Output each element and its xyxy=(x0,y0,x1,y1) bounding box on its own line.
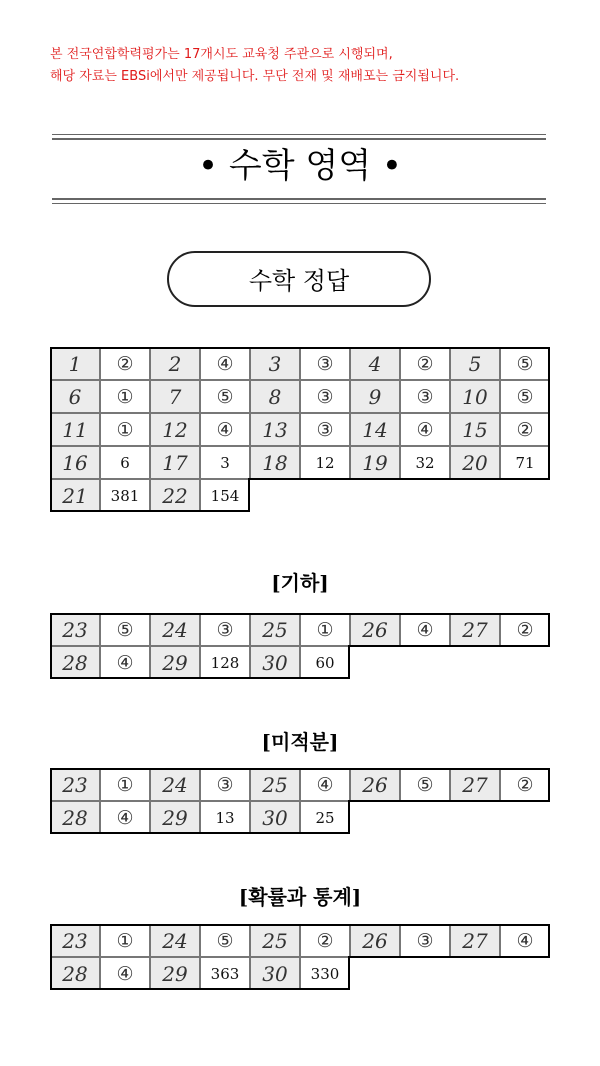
question-number: 26 xyxy=(350,924,400,957)
question-number: 6 xyxy=(50,380,100,413)
grid-outline-segment xyxy=(348,956,350,990)
page-title: • 수학 영역 • xyxy=(198,146,402,186)
question-number: 4 xyxy=(350,347,400,380)
answer-value: 32 xyxy=(400,446,450,479)
question-number: 25 xyxy=(250,613,300,646)
answer-value: ⑤ xyxy=(100,613,150,646)
section-title-probability: [확률과 통계] xyxy=(238,885,362,909)
answer-value: ① xyxy=(300,613,350,646)
notice-line-1: 본 전국연합학력평가는 17개시도 교육청 주관으로 시행되며, xyxy=(50,47,393,62)
answer-value: ② xyxy=(400,347,450,380)
grid-outline-segment xyxy=(350,800,550,802)
grid-outline-segment xyxy=(50,768,52,834)
answer-value: ② xyxy=(500,768,550,801)
question-number: 27 xyxy=(450,768,500,801)
answer-value: ③ xyxy=(200,613,250,646)
question-number: 10 xyxy=(450,380,500,413)
answer-value: ① xyxy=(100,768,150,801)
answer-value: ③ xyxy=(400,924,450,957)
question-number: 22 xyxy=(150,479,200,512)
answer-value: 3 xyxy=(200,446,250,479)
grid-outline-segment xyxy=(50,832,350,834)
question-number: 14 xyxy=(350,413,400,446)
answer-value: ④ xyxy=(100,957,150,990)
answer-value: ① xyxy=(100,924,150,957)
question-number: 11 xyxy=(50,413,100,446)
question-number: 15 xyxy=(450,413,500,446)
grid-outline-segment xyxy=(248,478,250,512)
grid-outline-segment xyxy=(348,800,350,834)
grid-outline-segment xyxy=(50,347,550,349)
answer-value: 154 xyxy=(200,479,250,512)
question-number: 26 xyxy=(350,613,400,646)
grid-outline-segment xyxy=(548,768,550,802)
question-number: 12 xyxy=(150,413,200,446)
answer-value: ④ xyxy=(500,924,550,957)
question-number: 23 xyxy=(50,768,100,801)
question-number: 19 xyxy=(350,446,400,479)
question-number: 1 xyxy=(50,347,100,380)
grid-outline-segment xyxy=(50,924,550,926)
question-number: 24 xyxy=(150,768,200,801)
grid-outline-segment xyxy=(548,347,550,480)
answer-value: ③ xyxy=(400,380,450,413)
answer-value: 25 xyxy=(300,801,350,834)
question-number: 29 xyxy=(150,801,200,834)
question-number: 28 xyxy=(50,646,100,679)
question-number: 2 xyxy=(150,347,200,380)
question-number: 30 xyxy=(250,957,300,990)
question-number: 27 xyxy=(450,924,500,957)
title-rule-top xyxy=(52,134,546,140)
grid-outline-segment xyxy=(350,645,550,647)
notice-line-2: 해당 자료는 EBSi에서만 제공됩니다. 무단 전재 및 재배포는 금지됩니다. xyxy=(50,69,460,84)
grid-outline-segment xyxy=(548,613,550,647)
answer-value: ② xyxy=(300,924,350,957)
grid-outline-segment xyxy=(50,677,350,679)
answer-value: ③ xyxy=(300,380,350,413)
question-number: 28 xyxy=(50,957,100,990)
answer-value: ⑤ xyxy=(200,924,250,957)
answer-value: 128 xyxy=(200,646,250,679)
question-number: 5 xyxy=(450,347,500,380)
answer-value: 363 xyxy=(200,957,250,990)
copyright-notice xyxy=(50,44,459,88)
question-number: 3 xyxy=(250,347,300,380)
grid-outline-segment xyxy=(250,478,550,480)
answer-value: ④ xyxy=(200,347,250,380)
question-number: 29 xyxy=(150,957,200,990)
section-title-geometry: [기하] xyxy=(271,571,329,595)
answer-value: 13 xyxy=(200,801,250,834)
question-number: 23 xyxy=(50,613,100,646)
answer-value: ④ xyxy=(200,413,250,446)
answer-value: ① xyxy=(100,380,150,413)
grid-outline-segment xyxy=(50,347,52,512)
question-number: 13 xyxy=(250,413,300,446)
question-number: 30 xyxy=(250,646,300,679)
question-number: 20 xyxy=(450,446,500,479)
answer-value: ③ xyxy=(300,347,350,380)
question-number: 17 xyxy=(150,446,200,479)
answer-value: ⑤ xyxy=(400,768,450,801)
grid-outline-segment xyxy=(50,924,52,990)
title-rule-bottom xyxy=(52,198,546,204)
answer-value: ④ xyxy=(400,613,450,646)
question-number: 27 xyxy=(450,613,500,646)
answer-value: ② xyxy=(500,613,550,646)
question-number: 9 xyxy=(350,380,400,413)
answer-value: ④ xyxy=(300,768,350,801)
answer-value: ⑤ xyxy=(200,380,250,413)
answer-value: ① xyxy=(100,413,150,446)
question-number: 18 xyxy=(250,446,300,479)
answer-value: ② xyxy=(100,347,150,380)
answer-value: 330 xyxy=(300,957,350,990)
answer-value: ④ xyxy=(400,413,450,446)
answer-key-badge: 수학 정답 xyxy=(167,251,431,307)
grid-outline-segment xyxy=(348,645,350,679)
answer-value: ③ xyxy=(200,768,250,801)
question-number: 26 xyxy=(350,768,400,801)
answer-value: ⑤ xyxy=(500,347,550,380)
question-number: 29 xyxy=(150,646,200,679)
question-number: 23 xyxy=(50,924,100,957)
question-number: 16 xyxy=(50,446,100,479)
question-number: 24 xyxy=(150,613,200,646)
question-number: 21 xyxy=(50,479,100,512)
question-number: 8 xyxy=(250,380,300,413)
question-number: 25 xyxy=(250,924,300,957)
question-number: 24 xyxy=(150,924,200,957)
grid-outline-segment xyxy=(50,768,550,770)
question-number: 25 xyxy=(250,768,300,801)
grid-outline-segment xyxy=(350,956,550,958)
grid-outline-segment xyxy=(50,613,52,679)
grid-outline-segment xyxy=(50,988,350,990)
question-number: 28 xyxy=(50,801,100,834)
grid-outline-segment xyxy=(50,613,550,615)
answer-value: ② xyxy=(500,413,550,446)
answer-value: 71 xyxy=(500,446,550,479)
grid-outline-segment xyxy=(50,510,250,512)
question-number: 7 xyxy=(150,380,200,413)
answer-value: ④ xyxy=(100,646,150,679)
answer-value: ④ xyxy=(100,801,150,834)
section-title-calculus: [미적분] xyxy=(261,730,339,754)
answer-value: 12 xyxy=(300,446,350,479)
answer-value: ⑤ xyxy=(500,380,550,413)
answer-value: 6 xyxy=(100,446,150,479)
grid-outline-segment xyxy=(548,924,550,958)
question-number: 30 xyxy=(250,801,300,834)
answer-value: 381 xyxy=(100,479,150,512)
answer-value: ③ xyxy=(300,413,350,446)
answer-value: 60 xyxy=(300,646,350,679)
